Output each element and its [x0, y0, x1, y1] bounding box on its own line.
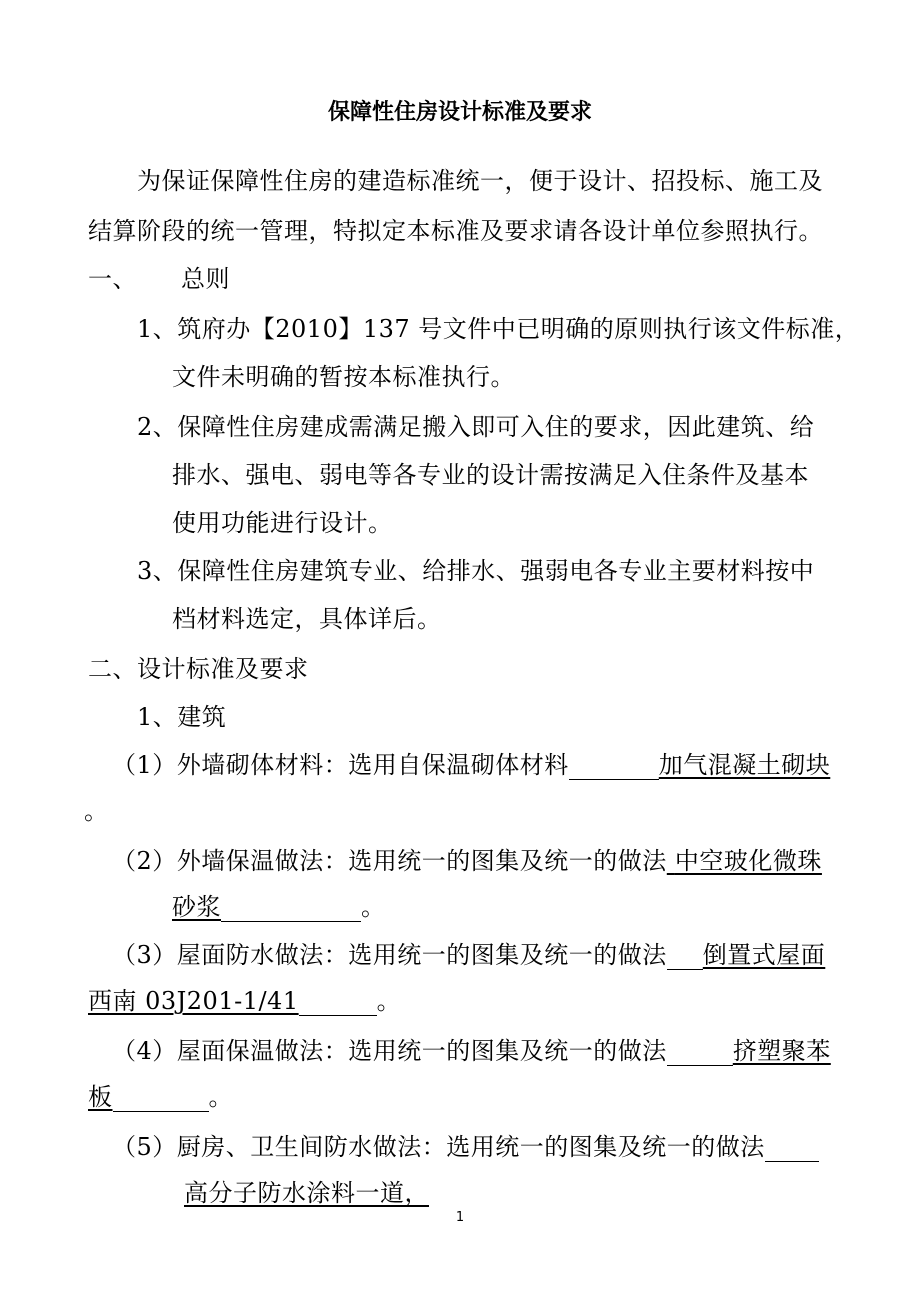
spec-item-4-fill-1: 挤塑聚苯 — [732, 1037, 831, 1065]
spec-item-2 — [112, 846, 822, 876]
spec-item-1 — [112, 750, 830, 780]
spec-item-4-continued — [88, 1082, 233, 1112]
spec-item-2-fill-1 — [667, 847, 822, 875]
spec-item-5-fill-2: 高分子防水涂料一道， — [184, 1179, 429, 1207]
spec-item-3-blank-2 — [299, 989, 377, 1016]
section1-heading — [88, 264, 230, 294]
spec-item-1-end: 。 — [84, 797, 109, 825]
spec-item-4-end: 。 — [208, 1083, 233, 1111]
section1-heading-text: 总则 — [181, 265, 230, 293]
spec-item-3-end: 。 — [376, 987, 402, 1015]
spec-item-1-prefix: （1）外墙砌体材料：选用自保温砌体材料 — [112, 751, 569, 779]
spec-item-3 — [112, 940, 825, 970]
section1-item-2-line-3: 使用功能进行设计。 — [172, 509, 393, 537]
section1-item-2-line-2: 排水、强电、弱电等各专业的设计需按满足入住条件及基本 — [172, 461, 809, 489]
spec-item-5-blank-1 — [765, 1135, 819, 1162]
section1-heading-number: 一、 — [88, 265, 137, 293]
spec-item-2-fill-1-text: 中空玻化微珠 — [674, 847, 822, 875]
spec-item-2-fill-2: 砂浆 — [172, 893, 221, 921]
section2-sub1: 1、建筑 — [137, 703, 227, 731]
section1-item-2-line-1: 2、保障性住房建成需满足搬入即可入住的要求，因此建筑、给 — [137, 413, 815, 441]
spec-item-4-blank-1 — [667, 1039, 733, 1066]
section2-heading: 二、设计标准及要求 — [88, 655, 309, 683]
section1-item-3-line-2: 档材料选定，具体详后。 — [172, 605, 442, 633]
spec-item-3-blank-1 — [667, 943, 703, 970]
spec-item-2-end: 。 — [361, 893, 386, 921]
spec-item-4 — [112, 1036, 831, 1066]
spec-item-5-continued — [184, 1178, 429, 1208]
spec-item-2-continued — [172, 892, 386, 922]
spec-item-4-prefix: （4）屋面保温做法：选用统一的图集及统一的做法 — [112, 1037, 667, 1065]
spec-item-2-blank — [221, 895, 361, 922]
spec-item-5 — [112, 1132, 819, 1162]
intro-line-2: 结算阶段的统一管理，特拟定本标准及要求请各设计单位参照执行。 — [88, 217, 823, 245]
page-number: 1 — [455, 1210, 465, 1225]
section1-item-1-line-2: 文件未明确的暂按本标准执行。 — [172, 363, 515, 391]
spec-item-3-fill-1: 倒置式屋面 — [702, 941, 826, 969]
spec-item-5-prefix: （5）厨房、卫生间防水做法：选用统一的图集及统一的做法 — [112, 1133, 765, 1161]
spec-item-1-fill: 加气混凝土砌块 — [658, 751, 831, 779]
spec-item-4-blank-2 — [113, 1085, 209, 1112]
spec-item-3-prefix: （3）屋面防水做法：选用统一的图集及统一的做法 — [112, 941, 667, 969]
spec-item-3-fill-2: 西南 03J201-1/41 — [88, 987, 299, 1015]
spec-item-1-blank — [569, 753, 659, 780]
spec-item-4-fill-2: 板 — [88, 1083, 113, 1111]
document-title: 保障性住房设计标准及要求 — [327, 100, 592, 125]
spec-item-3-continued — [88, 986, 401, 1016]
spec-item-2-prefix: （2）外墙保温做法：选用统一的图集及统一的做法 — [112, 847, 667, 875]
intro-line-1: 为保证保障性住房的建造标准统一，便于设计、招投标、施工及 — [137, 167, 823, 195]
section1-item-3-line-1: 3、保障性住房建筑专业、给排水、强弱电各专业主要材料按中 — [137, 557, 815, 585]
section1-item-1-line-1: 1、筑府办【2010】137 号文件中已明确的原则执行该文件标准， — [137, 315, 860, 343]
